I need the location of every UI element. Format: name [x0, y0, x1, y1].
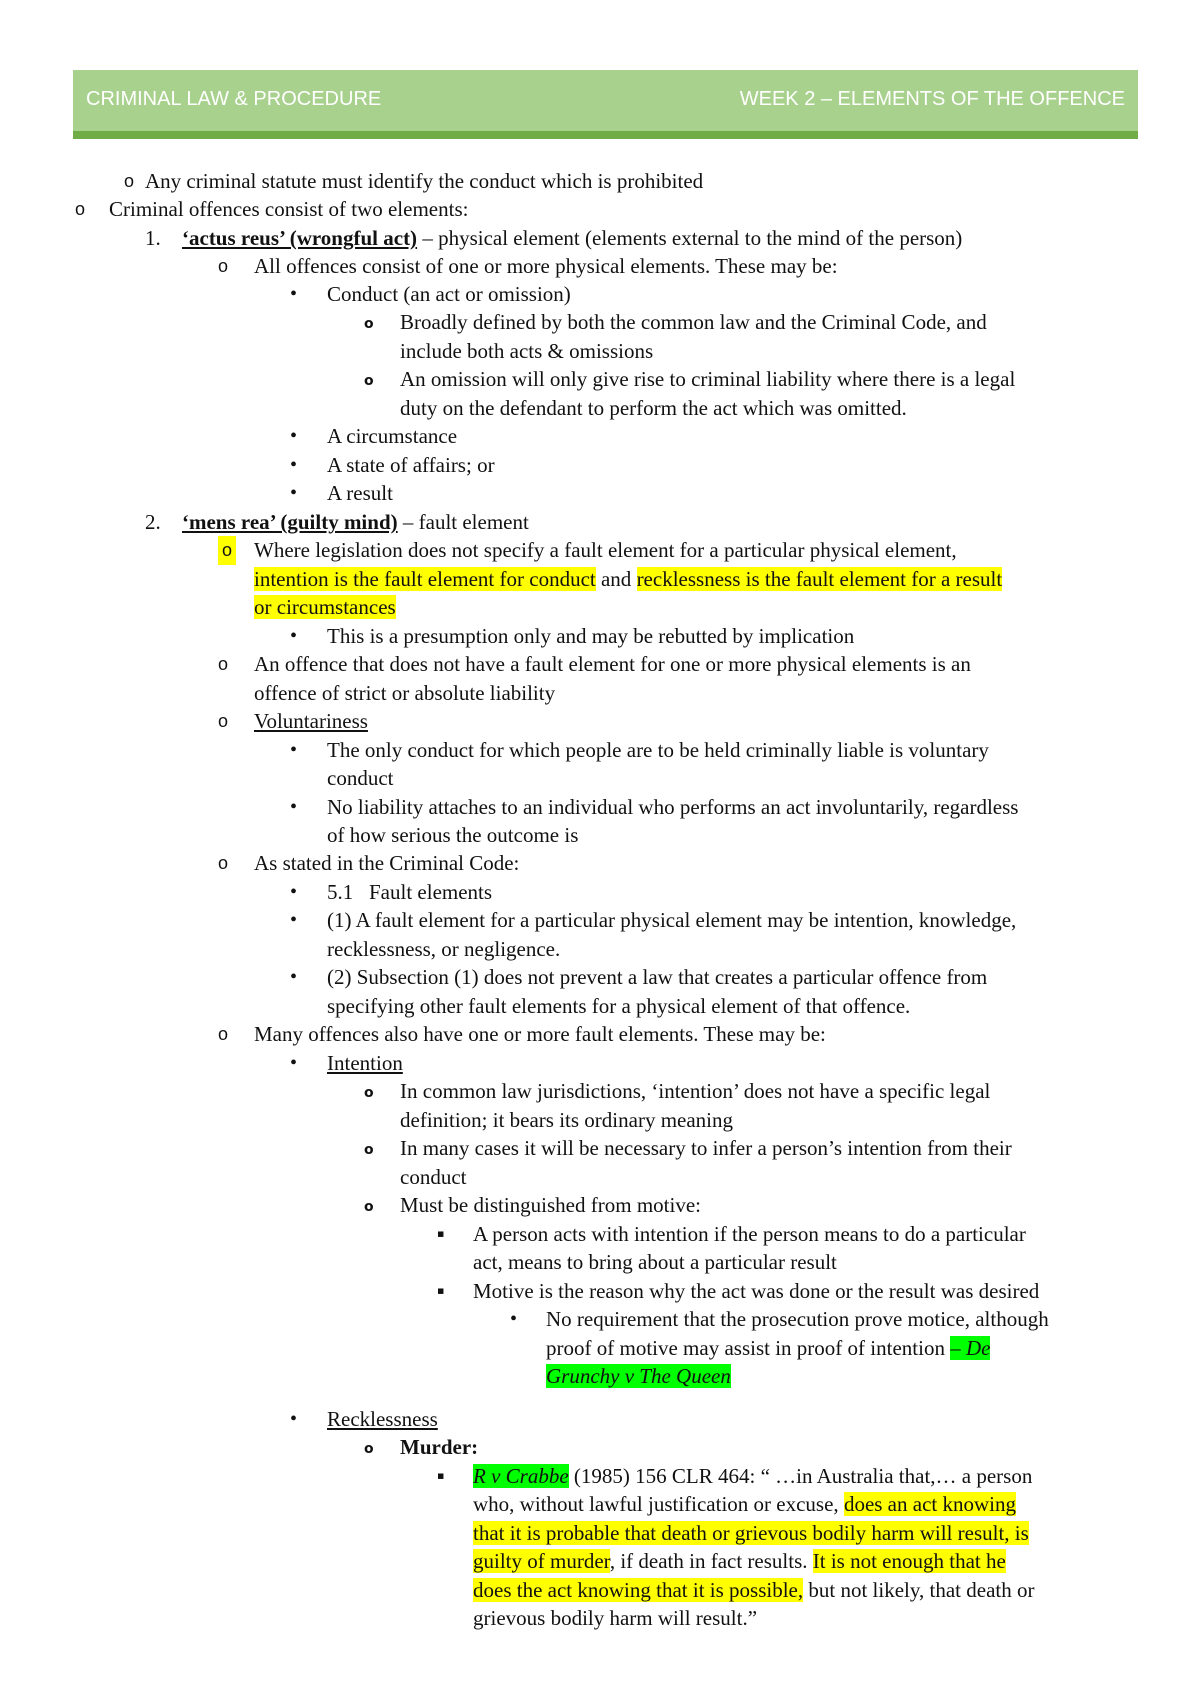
bullet-marker: • [290, 796, 298, 818]
text-line: does the act knowing that it is possible, but not likely, that death or [473, 1578, 1035, 1602]
text-line: In common law jurisdictions, ‘intention’ does not have a specific legal [400, 1079, 991, 1103]
text-line: duty on the defendant to perform the act which was omitted. [400, 396, 907, 420]
bullet-marker: • [290, 966, 298, 988]
text-line: R v Crabbe (1985) 156 CLR 464: “ …in Australia that,… a person [473, 1464, 1033, 1488]
text-line: Many offences also have one or more fault elements. These may be: [254, 1022, 826, 1046]
bullet-marker: o [364, 1142, 374, 1158]
text-line: who, without lawful justification or excuse, does an act knowing [473, 1492, 1016, 1516]
text-line: A result [327, 481, 393, 505]
text-line: grievous bodily harm will result.” [473, 1606, 758, 1630]
bullet-marker: • [290, 625, 298, 647]
bullet-marker: • [290, 283, 298, 305]
text-line: that it is probable that death or grievous bodily harm will result, is [473, 1521, 1029, 1545]
bullet-marker: ▪ [437, 1227, 445, 1240]
text-line: act, means to bring about a particular result [473, 1250, 837, 1274]
text-line: offence of strict or absolute liability [254, 681, 556, 705]
bullet-marker: o [218, 711, 229, 731]
bullet-marker: • [290, 1052, 298, 1074]
bullet-marker: o [364, 1441, 374, 1457]
text-line: recklessness, or negligence. [327, 937, 561, 961]
text-line: Broadly defined by both the common law and the Criminal Code, and [400, 310, 987, 334]
bullet-marker: o [218, 256, 229, 276]
week-title: WEEK 2 – ELEMENTS OF THE OFFENCE [739, 88, 1125, 110]
text-line: definition; it bears its ordinary meaning [400, 1108, 734, 1132]
text-line: Recklessness [327, 1407, 438, 1431]
bullet-marker: ▪ [437, 1284, 445, 1297]
bullet-marker: o [218, 1024, 229, 1044]
text-line: (2) Subsection (1) does not prevent a law that creates a particular offence from [327, 965, 988, 989]
text-line: An omission will only give rise to criminal liability where there is a legal [400, 367, 1016, 391]
text-line: Any criminal statute must identify the conduct which is prohibited [145, 169, 704, 193]
list-number: 1. [145, 226, 161, 250]
text-line: (1) A fault element for a particular physical element may be intention, knowledge, [327, 908, 1017, 932]
text-line: As stated in the Criminal Code: [254, 851, 520, 875]
text-line: Intention [327, 1051, 403, 1075]
document-header [73, 70, 1138, 139]
text-line: Criminal offences consist of two elements: [109, 197, 469, 221]
actus-reus-heading: ‘actus reus’ (wrongful act) – physical element (elements external to the mind of the person) [182, 226, 963, 250]
text-line: This is a presumption only and may be rebutted by implication [327, 624, 855, 648]
text-line: conduct [327, 766, 394, 790]
bullet-marker: o [364, 1085, 374, 1101]
text-line: No requirement that the prosecution prove motice, although [546, 1307, 1049, 1331]
bullet-marker: o [364, 316, 374, 332]
text-line: An offence that does not have a fault element for one or more physical elements is an [254, 652, 971, 676]
bullet-marker: • [290, 909, 298, 931]
text-line: In many cases it will be necessary to infer a person’s intention from their [400, 1136, 1012, 1160]
bullet-marker: • [290, 454, 298, 476]
bullet-marker: o [75, 199, 86, 219]
bullet-marker: • [290, 482, 298, 504]
text-line: include both acts & omissions [400, 339, 654, 363]
bullet-marker: • [290, 881, 298, 903]
text-line: No liability attaches to an individual who performs an act involuntarily, regardless [327, 795, 1019, 819]
text-line: A circumstance [327, 424, 458, 448]
bullet-marker: • [290, 739, 298, 761]
text-line: of how serious the outcome is [327, 823, 579, 847]
text-line: A state of affairs; or [327, 453, 495, 477]
bullet-marker: o [218, 654, 229, 674]
bullet-marker: o [364, 373, 374, 389]
text-line: Voluntariness [254, 709, 368, 733]
text-line: Motive is the reason why the act was done or the result was desired [473, 1279, 1040, 1303]
bullet-marker: o [124, 171, 135, 191]
text-line: A person acts with intention if the person means to do a particular [473, 1222, 1026, 1246]
text-line: specifying other fault elements for a physical element of that offence. [327, 994, 911, 1018]
bullet-marker: o [218, 853, 229, 873]
bullet-marker: ▪ [437, 1469, 445, 1482]
text-line: Must be distinguished from motive: [400, 1193, 701, 1217]
text-line: Murder: [400, 1435, 479, 1459]
text-line: All offences consist of one or more physical elements. These may be: [254, 254, 838, 278]
mens-rea-heading: ‘mens rea’ (guilty mind) – fault element [182, 510, 529, 534]
bullet-marker: • [290, 425, 298, 447]
text-line: proof of motive may assist in proof of intention – De [546, 1336, 991, 1360]
text-line: 5.1 Fault elements [327, 880, 493, 904]
list-number: 2. [145, 510, 161, 534]
bullet-marker: o [218, 536, 236, 565]
text-line: Conduct (an act or omission) [327, 282, 571, 306]
bullet-marker: • [290, 1408, 298, 1430]
bullet-marker: o [364, 1199, 374, 1215]
bullet-marker: • [510, 1308, 518, 1330]
text-line: Where legislation does not specify a fault element for a particular physical element, [254, 538, 957, 562]
case-citation: Grunchy v The Queen [546, 1364, 731, 1388]
text-line: The only conduct for which people are to be held criminally liable is voluntary [327, 738, 989, 762]
course-title: CRIMINAL LAW & PROCEDURE [86, 88, 382, 110]
text-line: intention is the fault element for conduct and recklessness is the fault element for a result [254, 567, 1003, 591]
text-line: or circumstances [254, 595, 396, 619]
text-line: conduct [400, 1165, 467, 1189]
text-line: guilty of murder, if death in fact results. It is not enough that he [473, 1549, 1006, 1573]
